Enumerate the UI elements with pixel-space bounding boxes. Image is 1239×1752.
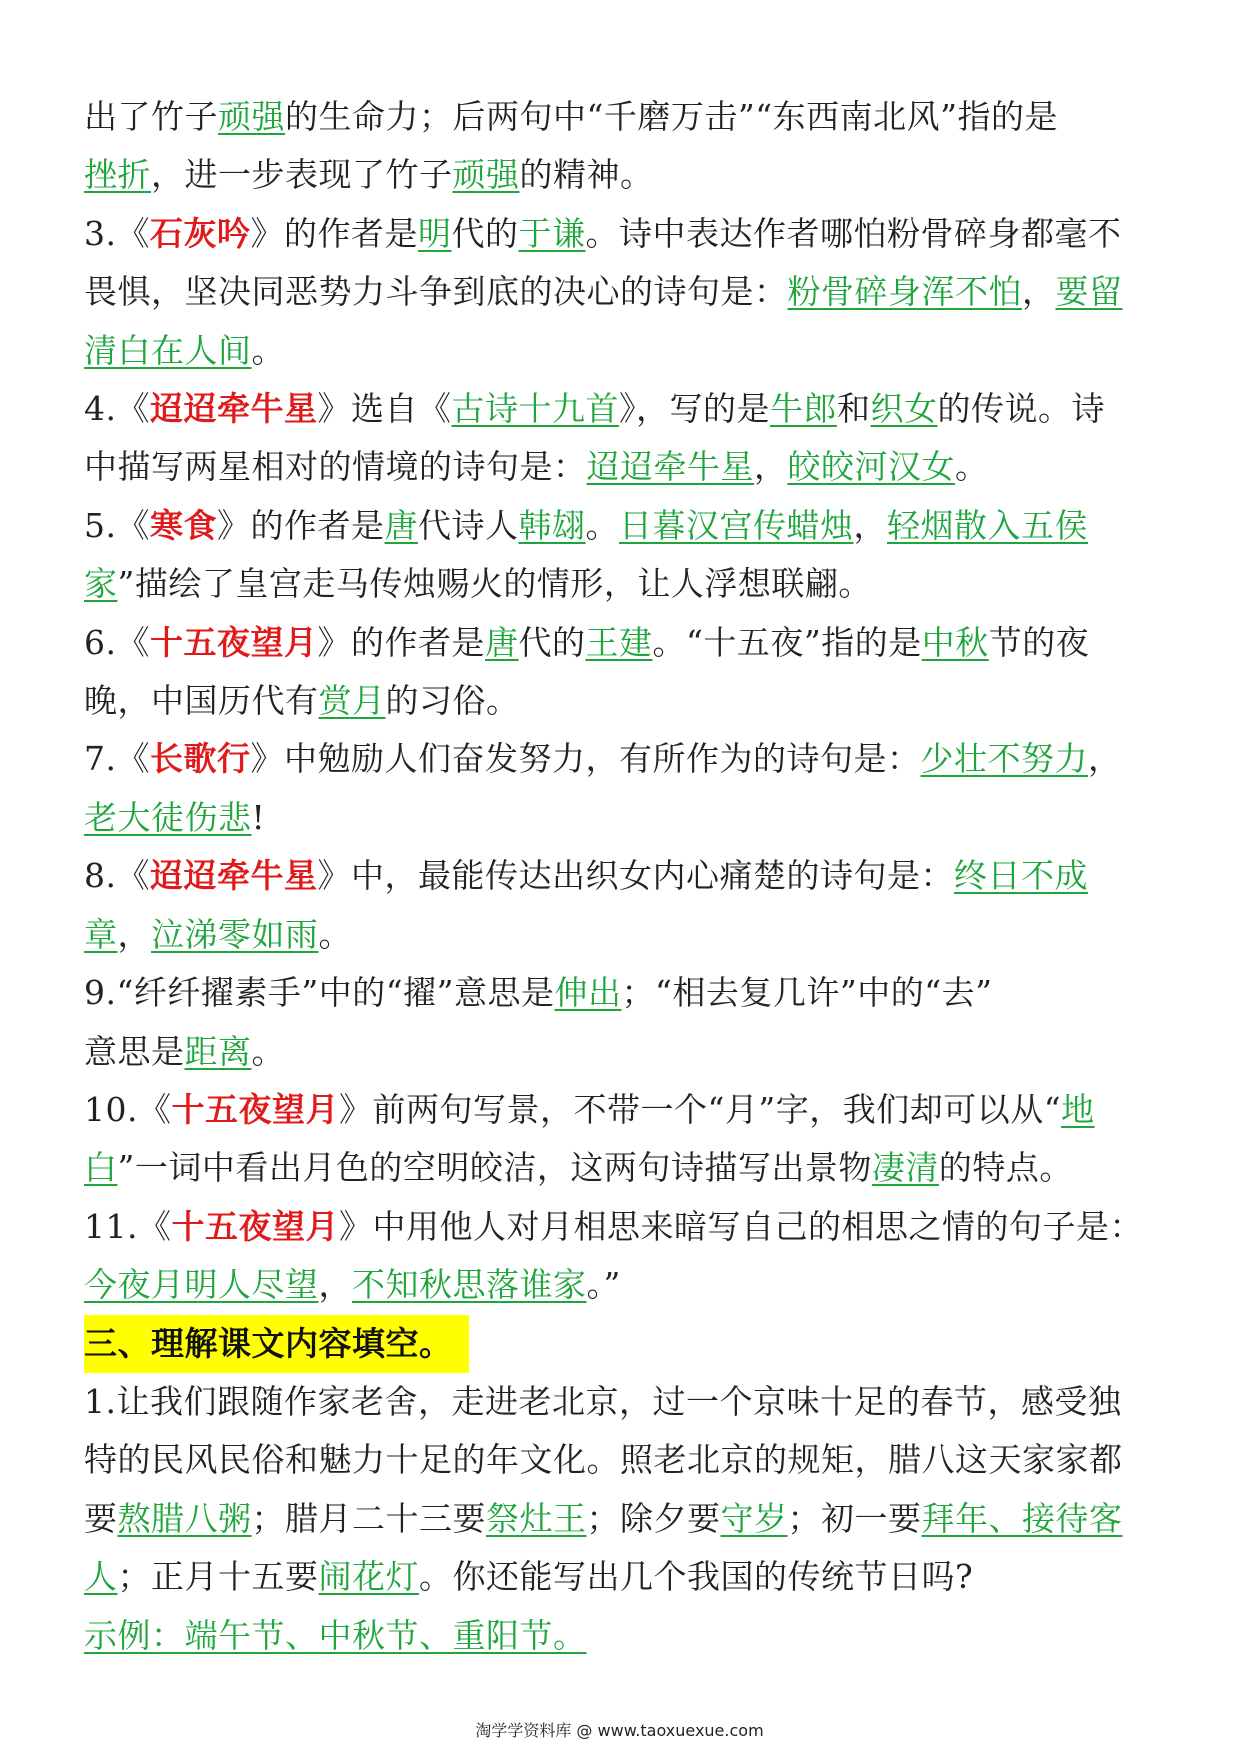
poem-title: 石灰吟 <box>150 213 251 253</box>
answer-text: 终日不成 <box>954 856 1088 896</box>
text-line <box>84 1548 1144 1606</box>
text-line <box>84 380 1144 438</box>
poem-title: 十五夜望月 <box>171 1206 339 1246</box>
answer-text: 伸出 <box>554 973 622 1013</box>
answer-text: 王建 <box>585 622 653 662</box>
answer-text: 凄清 <box>871 1148 939 1188</box>
body-text: 特的民风民俗和魅力十足的年文化。照老北京的规矩，腊八这天家家都 <box>84 1440 1123 1480</box>
body-text: 的特点。 <box>938 1148 1073 1188</box>
body-text: 》的作者是 <box>250 213 418 253</box>
text-line <box>84 205 1144 263</box>
body-text: 的传说。诗 <box>937 389 1105 429</box>
body-text: 》的作者是 <box>317 622 485 662</box>
body-text: ”描绘了皇宫走马传烛赐火的情形，让人浮想联翩。 <box>117 564 872 604</box>
answer-text: 清白在人间 <box>84 330 252 370</box>
body-text: 1.让我们跟随作家老舍，走进老北京，过一个京味十足的春节，感受独 <box>84 1381 1122 1421</box>
text-line <box>84 847 1144 905</box>
text-line <box>84 322 1144 380</box>
text-line <box>84 1139 1144 1197</box>
answer-text: 牛郎 <box>770 389 837 429</box>
body-text: 。 <box>251 1031 285 1071</box>
body-text: ， <box>318 1265 352 1305</box>
footer-watermark: 淘学学资料库 @ www.taoxuexue.com <box>475 1721 764 1740</box>
poem-title: 十五夜望月 <box>171 1089 339 1129</box>
answer-text: 唐 <box>485 622 519 662</box>
answer-text: 守岁 <box>720 1498 788 1538</box>
answer-text: 距离 <box>184 1031 252 1071</box>
body-text: 晚，中国历代有 <box>84 681 319 721</box>
body-text: ， <box>1022 272 1056 312</box>
answer-text: 唐 <box>384 505 418 545</box>
body-text: ， <box>853 505 887 545</box>
text-line <box>84 263 1144 321</box>
body-text: ”一词中看出月色的空明皎洁，这两句诗描写出景物 <box>117 1148 872 1188</box>
body-text: 11.《 <box>84 1206 172 1246</box>
text-line <box>84 1373 1144 1431</box>
text-line <box>84 146 1144 204</box>
text-line <box>84 964 1144 1022</box>
answer-text: 要留 <box>1055 272 1123 312</box>
body-text: 的习俗。 <box>385 681 520 721</box>
answer-text: 中秋 <box>921 622 989 662</box>
body-text: 代诗人 <box>418 505 519 545</box>
text-line <box>84 497 1144 555</box>
body-text: 。 <box>251 330 285 370</box>
answer-text: 白 <box>84 1148 118 1188</box>
answer-text: 闹花灯 <box>318 1557 419 1597</box>
body-text: 》中勉励人们奋发努力，有所作为的诗句是： <box>250 739 921 779</box>
body-text: ；除夕要 <box>586 1498 721 1538</box>
answer-text: 顽强 <box>218 97 285 136</box>
answer-text: 示例：端午节、中秋节、重阳节。 <box>84 1615 587 1655</box>
body-text: 6.《 <box>84 622 150 662</box>
body-text: 畏惧，坚决同恶势力斗争到底的决心的诗句是： <box>84 272 788 312</box>
text-line <box>84 88 1144 146</box>
answer-text: 家 <box>84 564 118 604</box>
body-text: 3.《 <box>84 213 150 253</box>
answer-text: 拜年、接待客 <box>921 1498 1123 1538</box>
body-text: 》，写的是 <box>619 389 770 429</box>
answer-text: 迢迢牵牛星 <box>586 447 754 487</box>
body-text: 。 <box>585 505 619 545</box>
body-text: 8.《 <box>84 856 150 896</box>
body-text: 》选自《 <box>317 389 452 429</box>
body-text: 》中用他人对月相思来暗写自己的相思之情的句子是： <box>338 1206 1143 1246</box>
section-heading: 三、理解课文内容填空。 <box>84 1315 469 1373</box>
answer-text: 祭灶王 <box>486 1498 587 1538</box>
answer-text: 明 <box>418 213 452 253</box>
body-text: ， <box>1088 739 1122 779</box>
body-text: 。你还能写出几个我国的传统节日吗? <box>419 1557 974 1597</box>
answer-text: 今夜月明人尽望 <box>84 1265 319 1305</box>
answer-text: 赏月 <box>318 681 386 721</box>
body-text: ；“相去复几许”中的“去” <box>621 973 993 1013</box>
answer-text: 不知秋思落谁家 <box>352 1265 587 1305</box>
body-text: 。诗中表达作者哪怕粉骨碎身都毫不 <box>585 213 1122 253</box>
body-text: 和 <box>837 389 871 429</box>
answer-text: 粉骨碎身浑不怕 <box>787 272 1022 312</box>
body-text: ! <box>251 797 266 837</box>
text-line <box>84 1431 1144 1489</box>
body-text: ， <box>754 447 788 487</box>
body-text: 4.《 <box>84 389 150 429</box>
body-text: 的精神。 <box>519 155 654 195</box>
text-line <box>84 1023 1144 1081</box>
text-line <box>84 789 1144 847</box>
body-text: 的生命力；后两句中“千磨万击”“东西南北风”指的是 <box>285 97 1058 136</box>
poem-title: 迢迢牵牛星 <box>150 389 318 429</box>
body-text: 。” <box>586 1265 621 1305</box>
body-text: 。 <box>955 447 989 487</box>
body-text: 7.《 <box>84 739 150 779</box>
poem-title: 十五夜望月 <box>150 622 318 662</box>
body-text: 代的 <box>451 213 519 253</box>
text-line <box>84 672 1144 730</box>
section-heading-line <box>84 1315 1144 1373</box>
poem-title: 寒食 <box>150 505 217 545</box>
text-line <box>84 1198 1144 1256</box>
answer-text: 轻烟散入五侯 <box>887 505 1088 545</box>
answer-text: 熬腊八粥 <box>117 1498 252 1538</box>
body-text: 9.“纤纤擢素手”中的“擢”意思是 <box>84 973 555 1013</box>
answer-text: 地 <box>1061 1089 1095 1129</box>
answer-text: 于谦 <box>518 213 586 253</box>
answer-text: 日暮汉宫传蜡烛 <box>619 505 854 545</box>
body-text: 》前两句写景，不带一个“月”字，我们却可以从“ <box>338 1089 1062 1129</box>
answer-text: 顽强 <box>452 155 520 195</box>
text-line <box>84 614 1144 672</box>
text-line <box>84 1256 1144 1314</box>
body-text: 》中，最能传达出织女内心痛楚的诗句是： <box>317 856 954 896</box>
body-text: 》的作者是 <box>217 505 385 545</box>
body-text: 代的 <box>518 622 586 662</box>
answer-text: 织女 <box>870 389 938 429</box>
body-text: 5.《 <box>84 505 150 545</box>
body-text: ；初一要 <box>787 1498 922 1538</box>
body-text: 中描写两星相对的情境的诗句是： <box>84 447 587 487</box>
body-text: 要 <box>84 1498 118 1538</box>
body-text: 节的夜 <box>988 622 1090 662</box>
answer-text: 少壮不努力 <box>920 739 1088 779</box>
body-text: 10.《 <box>84 1089 172 1129</box>
body-text: 出了竹子 <box>84 97 218 136</box>
answer-text: 人 <box>84 1557 118 1597</box>
text-line <box>84 1081 1144 1139</box>
text-line <box>84 906 1144 964</box>
answer-text: 古诗十九首 <box>451 389 619 429</box>
answer-text: 泣涕零如雨 <box>151 914 319 954</box>
text-line <box>84 555 1144 613</box>
answer-text: 老大徒伤悲 <box>84 797 252 837</box>
text-line <box>84 730 1144 788</box>
body-text: 意思是 <box>84 1031 185 1071</box>
poem-title: 长歌行 <box>150 739 251 779</box>
text-line <box>84 1607 1144 1665</box>
body-text: ；腊月二十三要 <box>251 1498 486 1538</box>
text-line <box>84 438 1144 496</box>
answer-text: 挫折 <box>84 155 151 195</box>
body-text: 。 <box>318 914 352 954</box>
poem-title: 迢迢牵牛星 <box>150 856 318 896</box>
answer-text: 章 <box>84 914 118 954</box>
answer-text: 皎皎河汉女 <box>787 447 955 487</box>
body-text: ，进一步表现了竹子 <box>151 155 453 195</box>
body-text: ；正月十五要 <box>117 1557 319 1597</box>
answer-text: 韩翃 <box>518 505 586 545</box>
text-line <box>84 1490 1144 1548</box>
body-text: 。“十五夜”指的是 <box>652 622 922 662</box>
body-text: ， <box>117 914 151 954</box>
document-body <box>84 88 1144 1665</box>
